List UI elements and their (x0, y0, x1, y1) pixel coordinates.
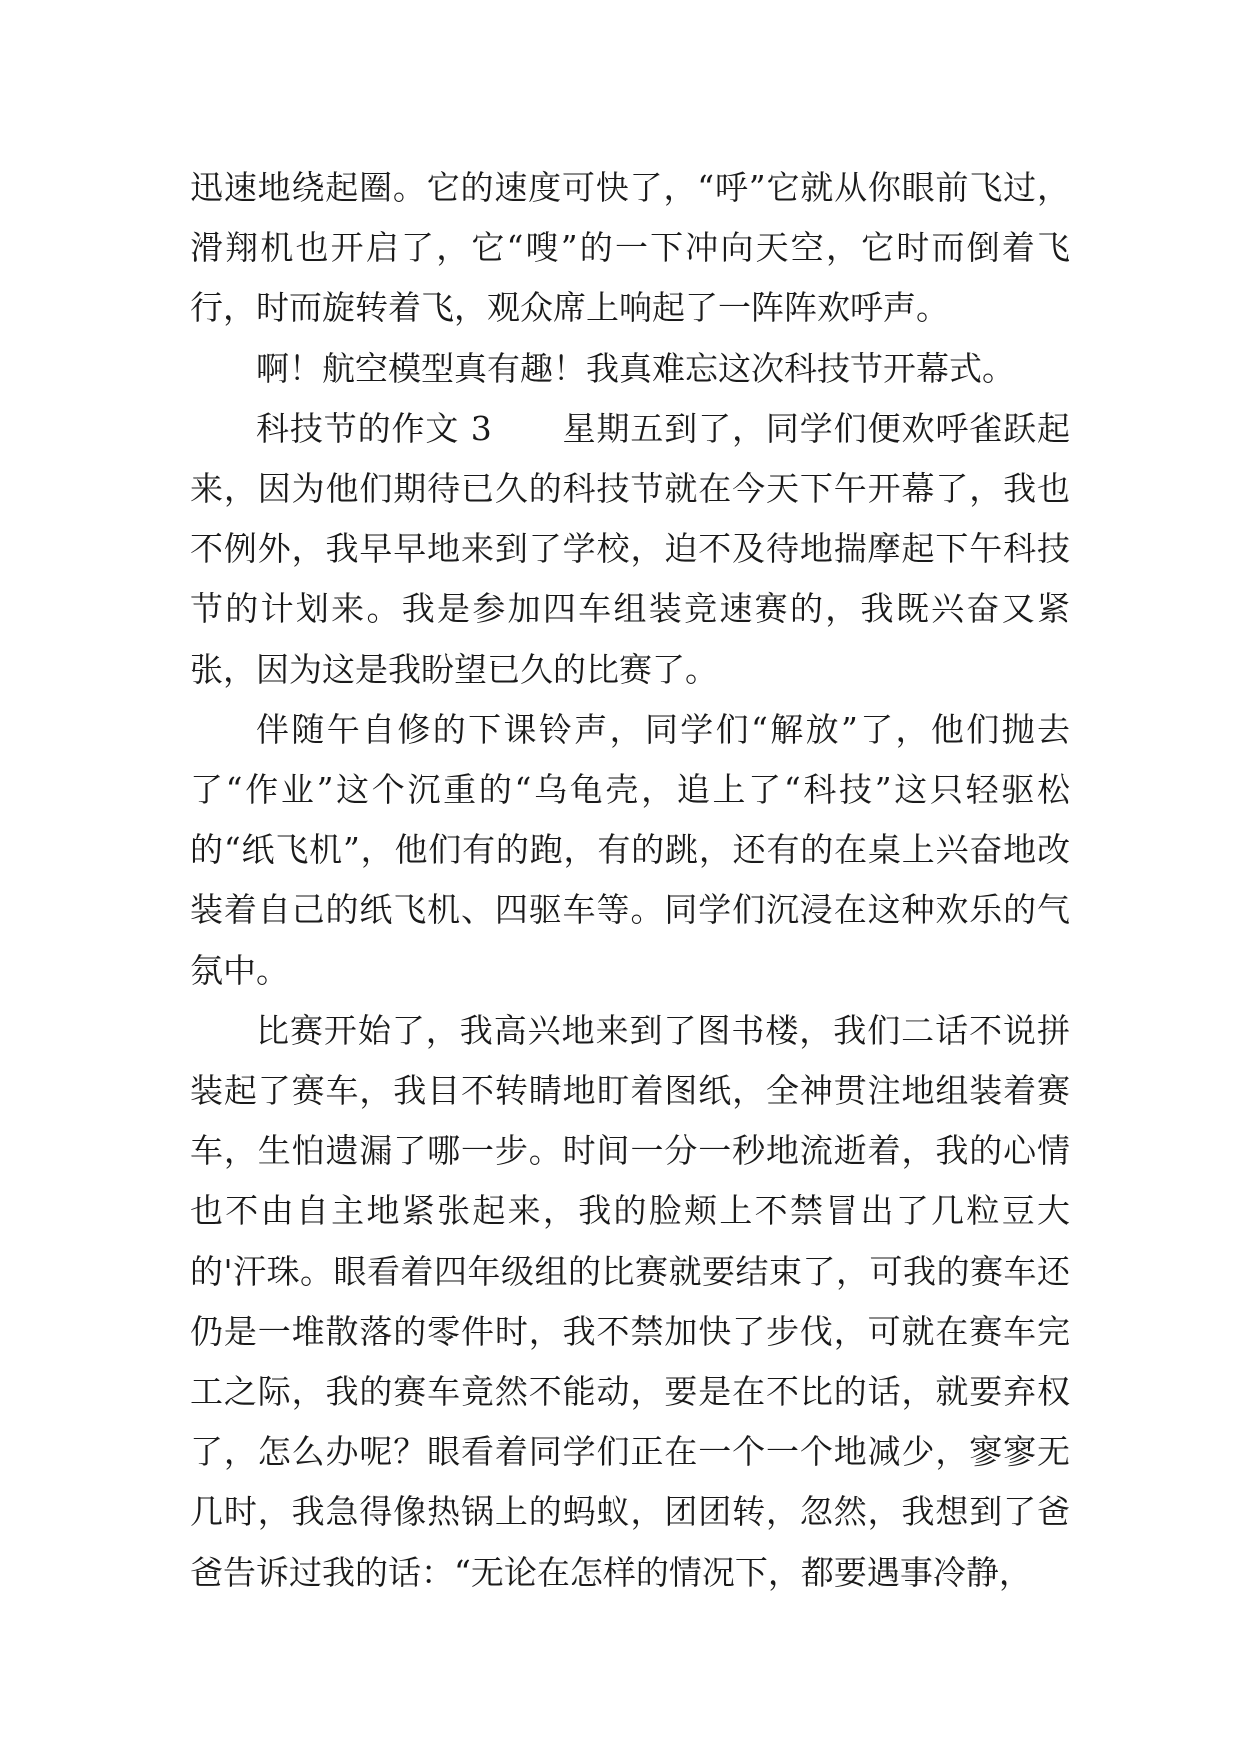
paragraph-4: 比赛开始了，我高兴地来到了图书楼，我们二话不说拼装起了赛车，我目不转睛地盯着图纸，全神贯注地组装着赛车，生怕遗漏了哪一步。时间一分一秒地流逝着，我的心情也不由自主地紧张起来，我的脸颊上不禁冒出了几粒豆大的'汗珠。眼看着四年级组的比赛就要结束了，可我的赛车还仍是一堆散落的零件时，我不禁加快了步伐，可就在赛车完工之际，我的赛车竟然不能动，要是在不比的话，就要弃权了，怎么办呢？眼看着同学们正在一个一个地减少，寥寥无几时，我急得像热锅上的蚂蚁，团团转，忽然，我想到了爸爸告诉过我的话：“无论在怎样的情况下，都要遇事冷静， (190, 1010, 1070, 1592)
paragraph-3: 伴随午自修的下课铃声，同学们“解放”了，他们抛去了“作业”这个沉重的“乌龟壳，追上了“科技”这只轻驱松的“纸飞机”，他们有的跑，有的跳，还有的在桌上兴奋地改装着自己的纸飞机、四驱车等。同学们沉浸在这种欢乐的气氛中。 (190, 709, 1070, 990)
body-text (190, 158, 1070, 1603)
section-title: 科技节的作文 3 (256, 408, 492, 448)
section-paragraph (190, 399, 1070, 700)
paragraph-1: 迅速地绕起圈。它的速度可快了，“呼”它就从你眼前飞过，滑翔机也开启了，它“嗖”的一下冲向天空，它时而倒着飞行，时而旋转着飞，观众席上响起了一阵阵欢呼声。 (190, 168, 1070, 328)
section-text: 星期五到了，同学们便欢呼雀跃起来，因为他们期待已久的科技节就在今天下午开幕了，我也不例外，我早早地来到了学校，迫不及待地揣摩起下午科技节的计划来。我是参加四车组装竞速赛的，我既兴奋又紧张，因为这是我盼望已久的比赛了。 (190, 408, 1070, 689)
paragraph-2: 啊！航空模型真有趣！我真难忘这次科技节开幕式。 (256, 348, 1015, 388)
